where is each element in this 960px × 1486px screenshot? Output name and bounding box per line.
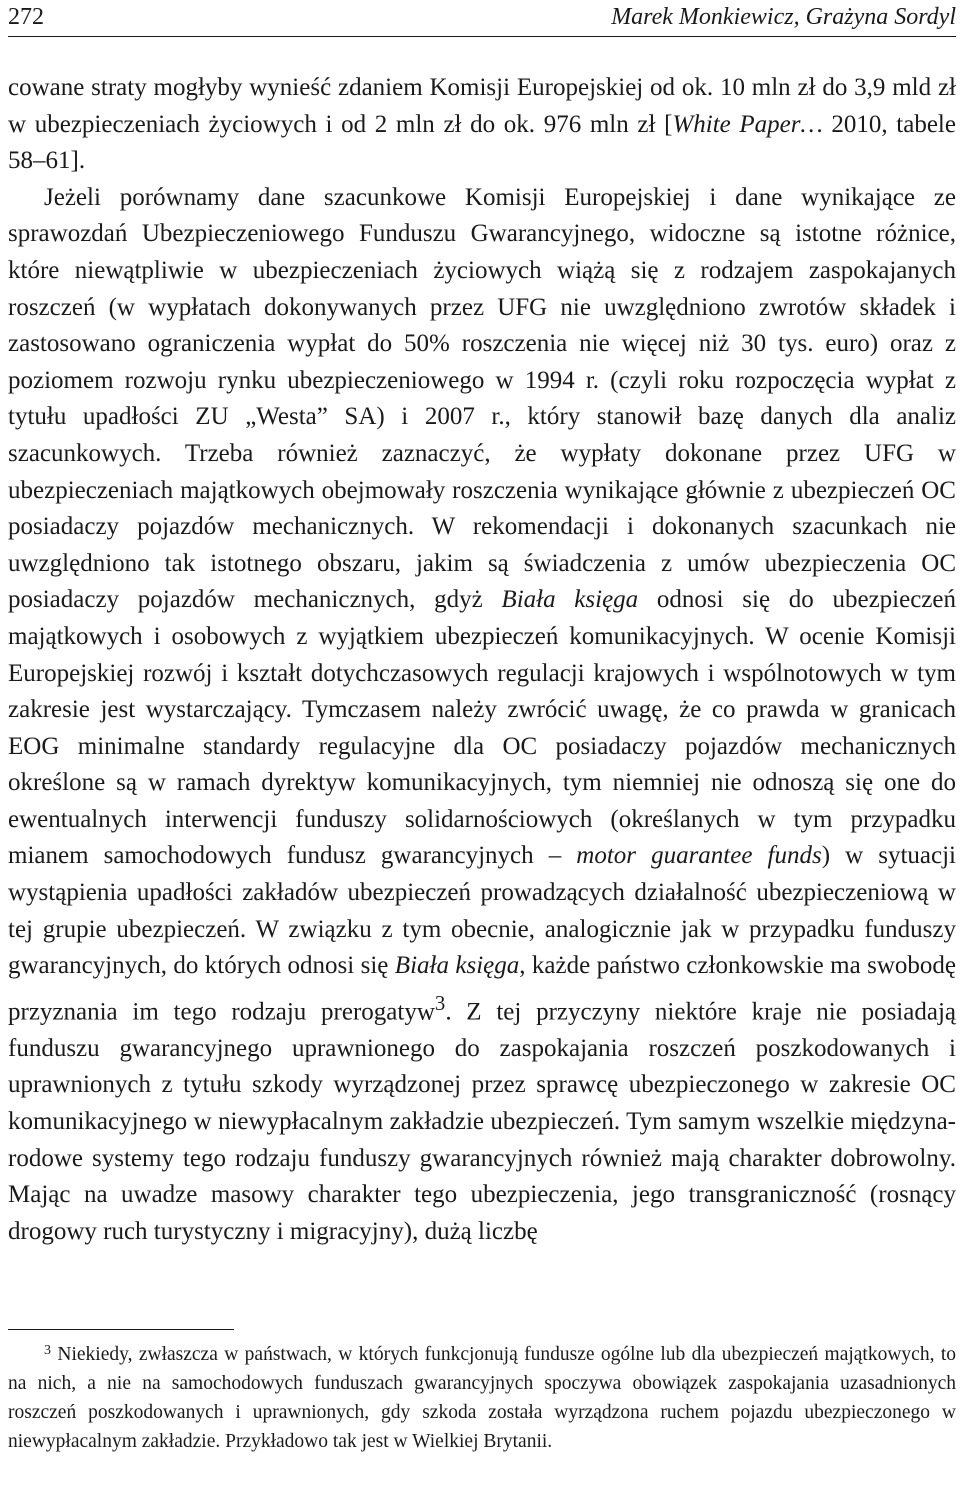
page-number: 272: [8, 4, 44, 30]
paragraph-text-2: odnosi się do ubezpieczeń majątkowych i osobowych z wyjątkiem ubezpieczeń komunikacyjnych. W ocenie Komisji Europejskiej rozwój i kształt dotychczasowych regulacji krajowych i wspólnotowych w tym zakresie jest wystarczający. Tymczasem należy zwrócić uwagę, że co prawda w granicach EOG minimalne standardy regulacyjne dla OC posiadaczy pojazdów mechanicznych określone są w ramach dyrektyw komunikacyjnych, tym niemniej nie odnoszą się one do ewentualnych interwencji funduszy solidarnościowych (określanych w tym przypadku mianem samochodowych fundusz gwarancyjnych –: [8, 586, 956, 870]
running-head-authors: Marek Monkiewicz, Grażyna Sordyl: [611, 4, 956, 30]
italic-motor-guarantee-funds: motor guarantee funds: [576, 842, 822, 870]
header-rule: [8, 36, 956, 37]
footnote-text: Niekiedy, zwłaszcza w państwach, w których funkcjonują fundusze ogólne lub dla ubezpieczeń majątkowych, to na nich, a nie na samochodowych funduszach gwarancyjnych spoczywa obowiązek zaspokajania uzasadnionych roszczeń poszkodowanych i uprawnionych, gdy szkoda została wyrządzona ruchem pojazdu ubezpieczonego w niewypłacalnym zakładzie. Przykładowo tak jest w Wielkiej Brytanii.: [8, 1344, 956, 1452]
paragraph-text-4: , każde państwo członkowskie ma swobodę przyznania im tego rodzaju prerogatyw: [8, 952, 957, 1026]
citation-title: White Paper…: [672, 110, 823, 138]
italic-biala-ksiega-1: Biała księga: [501, 586, 639, 614]
footnote-rule: [8, 1329, 234, 1330]
footnote-reference[interactable]: 3: [434, 990, 446, 1015]
paragraph-main: [8, 180, 956, 1251]
paragraph-text-3: ) w sytuacji wystąpienia upadłości zakładów ubezpieczeń prowadzących działalność ubezpieczeniową w tej grupie ubezpieczeń. W związku z tym obecnie, analogicznie jak w przypadku funduszy gwarancyjnych, do których odnosi się: [8, 842, 956, 980]
footnote-number: 3: [44, 1343, 51, 1358]
paragraph-text-1: Jeżeli porównamy dane szacunkowe Komisji Europejskiej i dane wynikające ze sprawozdań Ubezpieczeniowego Funduszu Gwarancyjnego, widoczne są istotne różnice, które niewątpliwie w ubezpieczeniach życiowych wiążą się z rodzajem zaspokajanych roszczeń (w wypłatach dokonywanych przez UFG nie uwzględniono zwrotów składek i zastosowano ograniczenia wypłat do 50% roszczenia nie więcej niż 30 tys. euro) oraz z poziomem rozwoju rynku ubezpieczeniowego w 1994 r. (czyli roku rozpoczęcia wypłat z tytułu upadłości ZU „Westa” SA) i 2007 r., który stanowił bazę danych dla analiz szacunkowych. Trzeba również zaznaczyć, że wypłaty dokonane przez UFG w ubezpieczeniach majątkowych obejmowały roszczenia wynikające głównie z ubezpieczeń OC posiadaczy pojazdów mechanicznych. W rekomendacji i dokonanych szacunkach nie uwzględniono tak istotnego obszaru, jakim są świadczenia z umów ubezpieczenia OC posiadaczy pojazdów mechanicznych, gdyż: [8, 183, 956, 614]
citation-details: 2010, tabele 58–61].: [8, 110, 956, 175]
paragraph-continuation: [8, 70, 956, 180]
running-head: [8, 2, 956, 32]
italic-biala-ksiega-2: Biała księga: [394, 952, 520, 980]
footnote: [8, 1340, 956, 1456]
main-text: [8, 70, 956, 1250]
continuation-text: cowane straty mogłyby wynieść zdaniem Komisji Europejskiej od ok. 10 mln zł do 3,9 mld zł w ubezpieczeniach życiowych i od 2 mln zł do ok. 976 mln zł [: [8, 74, 956, 138]
paragraph-text-5: . Z tej przyczyny niektóre kraje nie posiadają funduszu gwarancyjnego uprawnionego do zaspokajania roszczeń poszkodowanych i uprawnionych z tytułu szkody wyrządzonej przez sprawcę ubezpieczonego w zakresie OC komunikacyjnego w niewypłacalnym zakładzie ubezpieczeń. Tym samym wszelkie międzynarodowe systemy tego rodzaju funduszy gwarancyjnych również mają charakter dobrowolny. Mając na uwadze masowy charakter tego ubezpieczenia, jego transgraniczność (rosnący drogowy ruch turystyczny i migracyjny), dużą liczbę: [8, 998, 956, 1245]
